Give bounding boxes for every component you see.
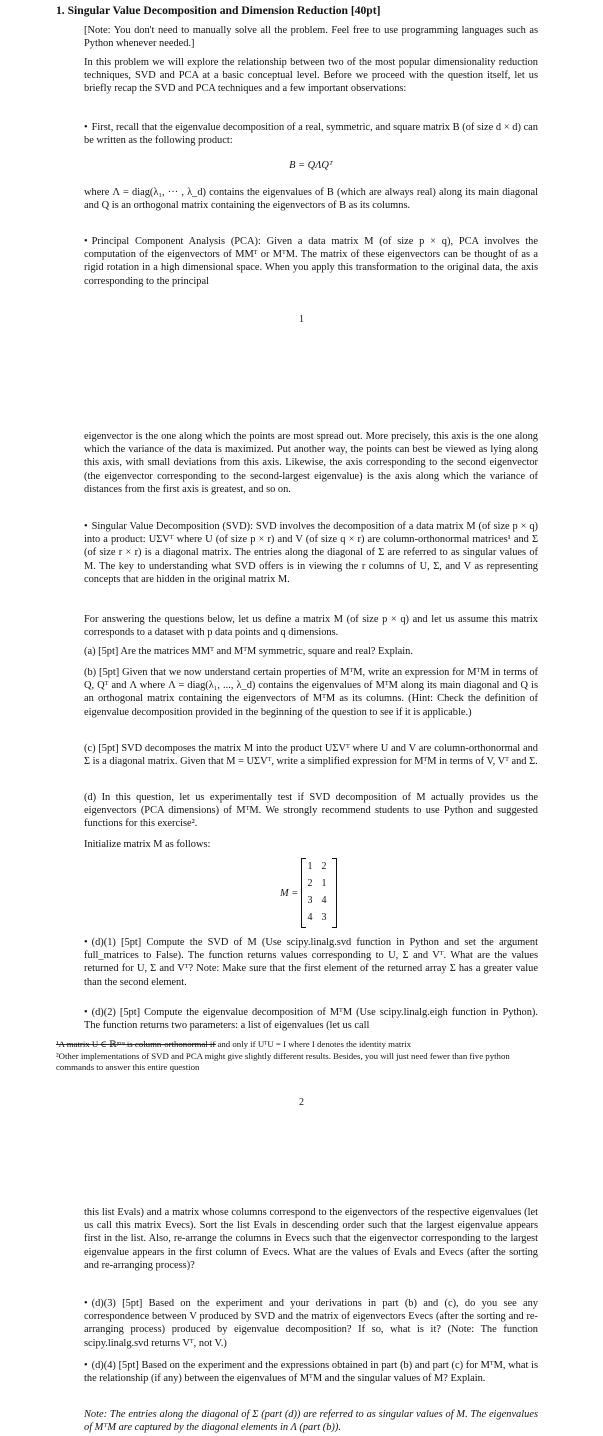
question-d2: • (d)(2) [5pt] Compute the eigenvalue decomposition of MᵀM (Use scipy.linalg.eigh function in Python). The function returns two parameters: a list of eigenvalues (let us call [84,1006,538,1032]
bullet-svd: • Singular Value Decomposition (SVD): SVD involves the decomposition of a data matrix M (of size p × q) into a product: UΣVᵀ where U (of size p × r) and V (of size q × r) are column-orthonormal matrices¹ and Σ (of size r × r) is a diagonal matrix. The entries along the diagonal of Σ are referred to as singular values of M. The key to understanding what SVD offers is in viewing the r columns of U, Σ, and V as representing concepts that are hidden in the original matrix M. [84,520,538,586]
right-bracket [332,858,337,928]
footnote-2: ²Other implementations of SVD and PCA might give slightly different results. Besides, you will just need fewer than five python commands to answer this entire question [56,1051,510,1072]
question-d1: • (d)(1) [5pt] Compute the SVD of M (Use scipy.linalg.svd function in Python and set the argument full_matrices to False). The function returns values corresponding to U, Σ and Vᵀ. What are the values returned for U, Σ and Vᵀ? Note: Make sure that the first element of the returned array Σ has a greater value than the second element. [84,936,538,989]
equation-b: B = QΛQᵀ [289,160,333,171]
setup-paragraph: For answering the questions below, let us define a matrix M (of size p × q) and let us assume this matrix corresponds to a dataset with p data points and q dimensions. [84,614,538,639]
question-d: (d) In this question, let us experimentally test if SVD decomposition of M actually provides us the eigenvectors (PCA dimensions) of MᵀM. We strongly recommend students to use Python and suggested functions for this exercise². [84,792,538,830]
matrix-label: M = [280,888,299,899]
matrix-cell: 3 [307,895,313,906]
pca-continuation: eigenvector is the one along which the points are most spread out. More precisely, this axis is the one along which the variance of the data is maximized. Put another way, the points can best be viewed as lying along this axis, with small deviations from this axis. Likewise, the axis corresponding to the second eigenvector (the eigenvector corresponding to the second-largest eigenvalue) is the axis along which the variance of distances from the first axis is greatest, and so on. [84,431,538,495]
question-d4: • (d)(4) [5pt] Based on the experiment and the expressions obtained in part (b) and part (c) for MᵀM, what is the relationship (if any) between the eigenvalues of MᵀM and the singular values of M? Explain. [84,1359,538,1385]
where-paragraph: where Λ = diag(λ₁, ··· , λ_d) contains the eigenvalues of B (which are always real) along its main diagonal and Q is an orthogonal matrix containing the eigenvectors of B as its columns. [84,187,538,212]
matrix-cell: 1 [321,878,327,889]
question-b: (b) [5pt] Given that we now understand certain properties of MᵀM, write an expression for MᵀM in terms of Q, Qᵀ and Λ where Λ = diag(λ₁, ..., λ_d) contains the eigenvalues of MᵀM along its main diagonal and Q is an orthogonal matrix containing the eigenvectors of MᵀM as its columns. (Hint: Check the definition of eigenvalue decomposition provided in the beginning of the question to see if it is applicable.) [84,667,538,718]
matrix-cell: 2 [307,878,313,889]
matrix-cell: 4 [307,912,313,923]
matrix-cell: 4 [321,895,327,906]
d2-continuation: this list Evals) and a matrix whose columns correspond to the eigenvectors of the respective eigenvalues (let us call this matrix Evecs). Sort the list Evals in descending order such that the largest eigenvalue appears first in the list. Also, re-arrange the columns in Evecs such that the eigenvector corresponding to the largest eigenvalue appears in the first column of Evecs. What are the values of Evals and Evecs (after the sorting and re-arranging process)? [84,1207,538,1271]
page-number: 2 [299,1097,304,1108]
footnote-1: ¹A matrix U ∈ ℝᵖˣᵠ is column-orthonormal if and only if UᵀU = I where I denotes the identity matrix [56,1039,412,1049]
matrix-cell: 3 [321,912,327,923]
page-number: 1 [299,314,304,325]
note-paragraph: [Note: You don't need to manually solve all the problem. Feel free to use programming languages such as Python whenever needed.] [84,25,538,50]
bullet-eigen-decomposition: • First, recall that the eigenvalue decomposition of a real, symmetric, and square matrix B (of size d × d) can be written as the following product: [84,121,538,147]
matrix-cell: 2 [321,861,327,872]
question-c: (c) [5pt] SVD decomposes the matrix M into the product UΣVᵀ where U and V are column-orthonormal and Σ is a diagonal matrix. Given that M = UΣVᵀ, write a simplified expression for MᵀM in terms of V, Vᵀ and Σ. [84,743,538,768]
intro-paragraph: In this problem we will explore the relationship between two of the most popular dimensionality reduction techniques, SVD and PCA at a basic conceptual level. Before we proceed with the question itself, let us briefly recap the SVD and PCA techniques and a few important observations: [84,57,538,95]
question-title: 1. Singular Value Decomposition and Dimension Reduction [40pt] [56,4,381,17]
matrix-m [280,858,350,928]
closing-note: Note: The entries along the diagonal of Σ (part (d)) are referred to as singular values of M. The eigenvalues of MᵀM are captured by the diagonal elements in Λ (part (b)). [84,1409,538,1434]
matrix-cell: 1 [307,861,313,872]
question-d3: • (d)(3) [5pt] Based on the experiment and your derivations in part (b) and (c), do you see any correspondence between V produced by SVD and the matrix of eigenvectors Evecs (after the sorting and re-arranging process) produced by eigenvalue decomposition? If so, what is it? (Note: The function scipy.linalg.svd returns Vᵀ, not V.) [84,1297,538,1350]
bullet-pca: • Principal Component Analysis (PCA): Given a data matrix M (of size p × q), PCA involves the computation of the eigenvectors of MMᵀ or MᵀM. The matrix of these eigenvectors can be thought of as a rigid rotation in a high dimensional space. When you apply this transformation to the original data, the axis corresponding to the principal [84,235,538,288]
question-a: (a) [5pt] Are the matrices MMᵀ and MᵀM symmetric, square and real? Explain. [84,646,413,657]
init-text: Initialize matrix M as follows: [84,839,211,850]
